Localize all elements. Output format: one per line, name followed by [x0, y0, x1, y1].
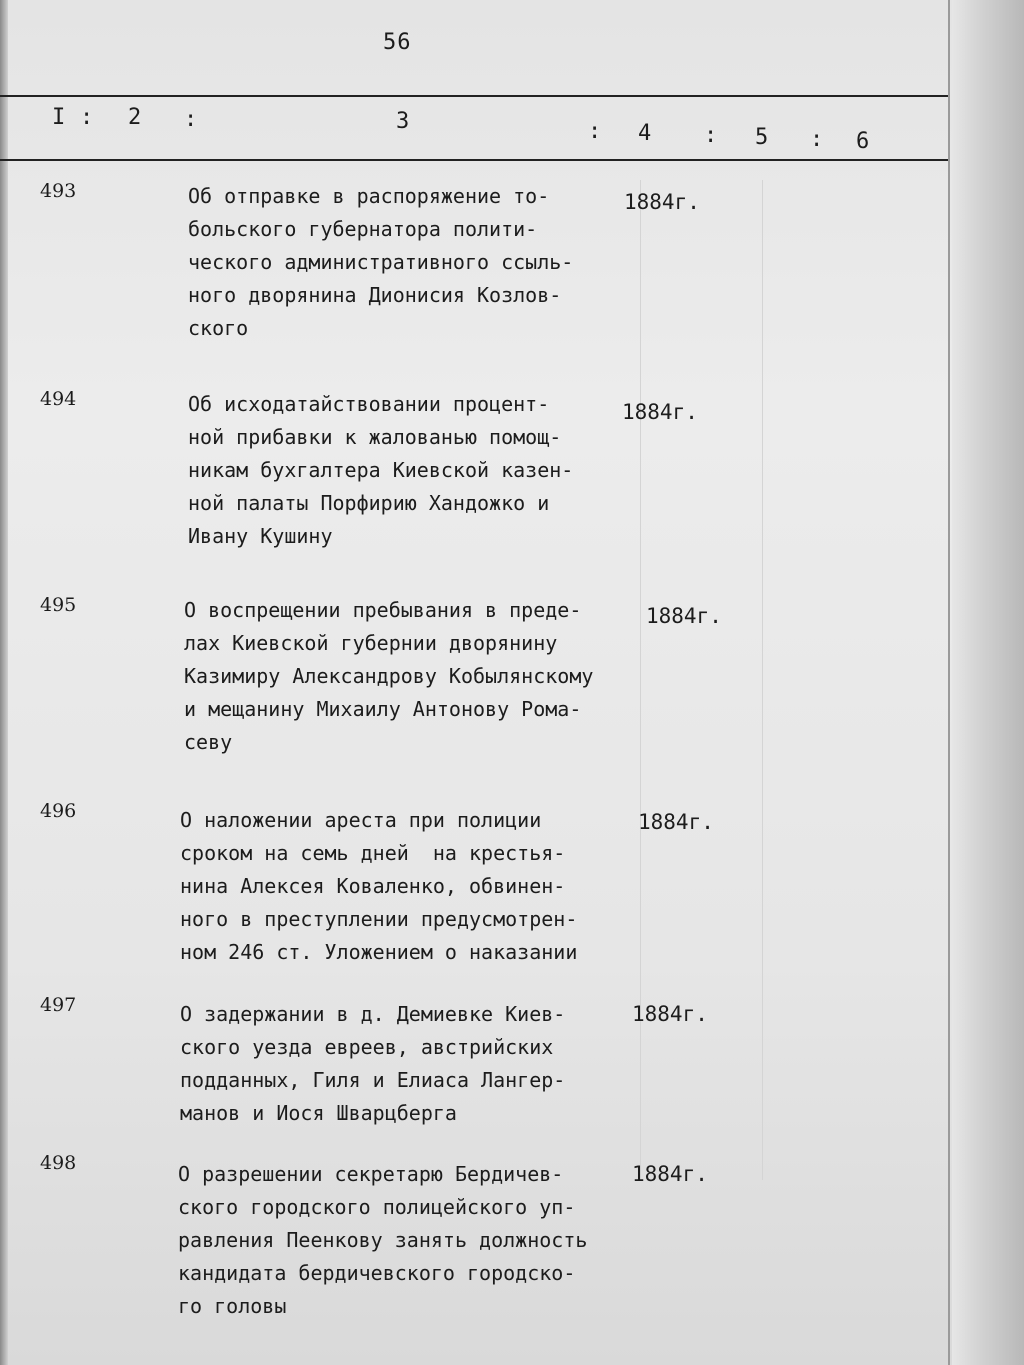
header-separator: :: [704, 123, 718, 148]
header-col-6: 6: [856, 129, 870, 154]
entry-line: лах Киевской губернии дворянину: [184, 631, 558, 655]
header-separator: :: [80, 105, 94, 130]
entry-line: Об отправке в распоряжение то-: [188, 184, 550, 208]
entry-number: 497: [40, 994, 77, 1016]
entry-line: Казимиру Александрову Кобылянскому: [184, 664, 594, 688]
entry-line: манов и Иося Шварцберга: [180, 1101, 457, 1125]
page-number: 56: [383, 30, 412, 55]
header-col-3: 3: [396, 109, 410, 134]
entry-line: ном 246 ст. Уложением о наказании: [180, 940, 578, 964]
entry-line: О разрешении секретарю Бердичев-: [178, 1162, 564, 1186]
entry-number: 498: [40, 1152, 77, 1174]
header-col-1: I: [52, 105, 66, 130]
header-col-2: 2: [128, 105, 142, 130]
entry-line: ного дворянина Дионисия Козлов-: [188, 283, 562, 307]
page-left-edge: [0, 0, 8, 1365]
entry-line: ского: [188, 316, 249, 340]
entry-number: 496: [40, 800, 77, 822]
header-separator: :: [184, 107, 198, 132]
entry-description: [188, 180, 638, 345]
header-separator: :: [588, 119, 602, 144]
entry-year: 1884г.: [638, 810, 714, 834]
entry-line: севу: [184, 730, 233, 754]
entry-line: О воспрещении пребывания в преде-: [184, 598, 582, 622]
entry-line: ского уезда евреев, австрийских: [180, 1035, 554, 1059]
entry-line: и мещанину Михаилу Антонову Рома-: [184, 697, 582, 721]
column-border: [948, 0, 950, 1365]
entry-year: 1884г.: [632, 1002, 708, 1026]
entry-number: 495: [40, 594, 77, 616]
entry-line: никам бухгалтера Киевской казен-: [188, 458, 574, 482]
entry-line: ческого административного ссыль-: [188, 250, 574, 274]
entry-line: го головы: [178, 1294, 287, 1318]
entry-line: О наложении ареста при полиции: [180, 808, 542, 832]
table-header: [0, 95, 948, 161]
entry-line: Ивану Кушину: [188, 524, 333, 548]
entry-year: 1884г.: [622, 400, 698, 424]
entry-line: кандидата бердичевского городско-: [178, 1261, 576, 1285]
entry-line: ной прибавки к жалованью помощ-: [188, 425, 562, 449]
entry-year: 1884г.: [646, 604, 722, 628]
bleed-through-line: [762, 180, 763, 1180]
page-right-edge: [952, 0, 1024, 1365]
entry-year: 1884г.: [632, 1162, 708, 1186]
entry-number: 493: [40, 180, 77, 202]
entry-line: подданных, Гиля и Елиаса Лангер-: [180, 1068, 566, 1092]
entry-description: [184, 594, 644, 759]
entry-line: больского губернатора полити-: [188, 217, 538, 241]
entry-line: нина Алексея Коваленко, обвинен-: [180, 874, 566, 898]
entry-line: равления Пеенкову занять должность: [178, 1228, 588, 1252]
entry-description: [180, 804, 640, 969]
entry-line: О задержании в д. Демиевке Киев-: [180, 1002, 566, 1026]
entry-description: [178, 1158, 648, 1323]
entry-description: [188, 388, 638, 553]
entry-year: 1884г.: [624, 190, 700, 214]
entry-description: [180, 998, 640, 1130]
entry-line: сроком на семь дней на крестья-: [180, 841, 566, 865]
entry-line: ной палаты Порфирию Хандожко и: [188, 491, 550, 515]
entry-line: ского городского полицейского уп-: [178, 1195, 576, 1219]
entry-line: Об исходатайствовании процент-: [188, 392, 550, 416]
entry-number: 494: [40, 388, 77, 410]
header-separator: :: [810, 127, 824, 152]
entry-line: ного в преступлении предусмотрен-: [180, 907, 578, 931]
header-col-4: 4: [638, 121, 652, 146]
header-col-5: 5: [755, 125, 769, 150]
